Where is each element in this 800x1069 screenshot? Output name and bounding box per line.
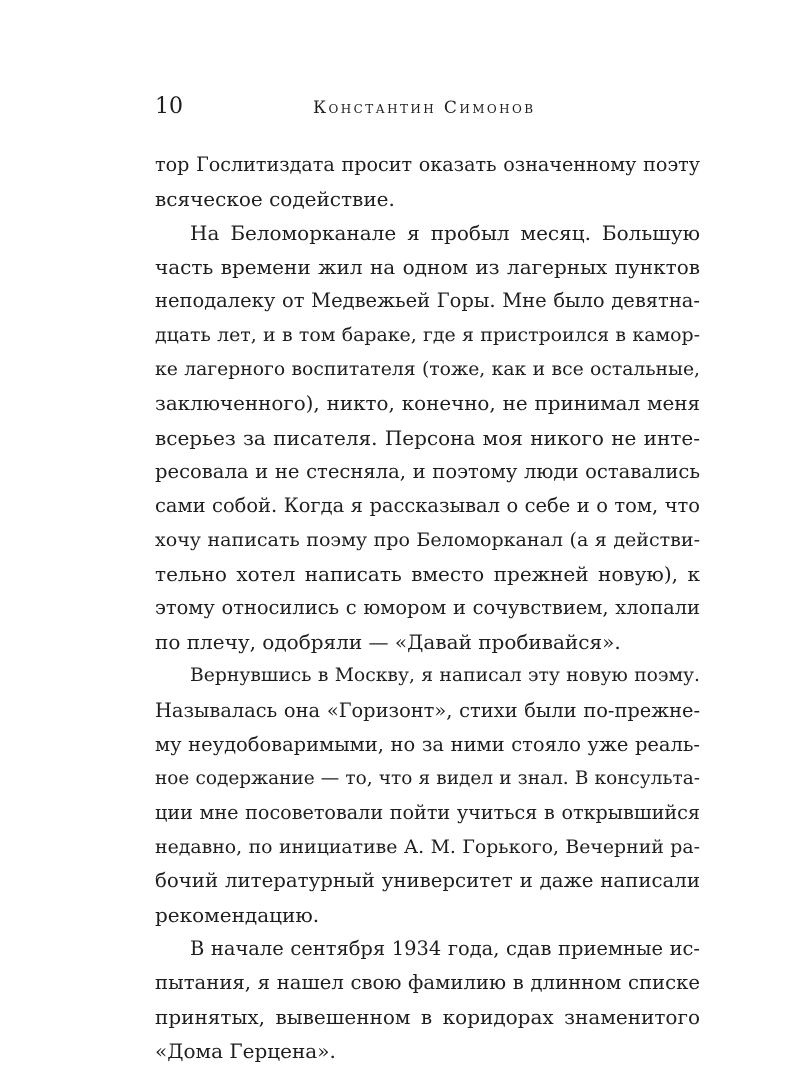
- text-line: В начале сентября 1934 года, сдав приемные ис-: [190, 937, 700, 961]
- text-line: му неудобоваримыми, но за ними стояло уже реаль-: [155, 732, 700, 756]
- text-line: тор Гослитиздата просит оказать означенному поэту: [155, 153, 700, 176]
- text-line: Называлась она «Горизонт», стихи были по-прежне-: [155, 698, 700, 722]
- text-line: ресовала и не стесняла, и поэтому люди оставались: [155, 459, 700, 483]
- text-line: пытания, я нашел свою фамилию в длинном списке: [155, 971, 700, 995]
- text-line: ке лагерного воспитателя (тоже, как и все остальные,: [155, 358, 700, 380]
- text-line: заключенного), никто, конечно, не принимал меня: [155, 391, 700, 415]
- text-line: ное содержание — то, что я видел и знал. В консульта-: [155, 767, 700, 789]
- text-line: Вернувшись в Москву, я написал эту новую поэму.: [190, 665, 700, 687]
- text-line: рекомендацию.: [155, 903, 320, 928]
- text-line: часть времени жил на одном из лагерных пунктов: [155, 255, 700, 280]
- text-line: хочу написать поэму про Беломорканал (а я действи-: [155, 529, 700, 552]
- text-line: всерьез за писателя. Персона моя никого не инте-: [155, 425, 700, 450]
- text-line: неподалеку от Медвежьей Горы. Мне было девятна-: [155, 289, 700, 313]
- text-line: недавно, по инициативе А. М. Горького, Вечерний ра-: [155, 835, 700, 858]
- text-line: по плечу, одобряли — «Давай пробивайся».: [155, 630, 621, 655]
- text-line: «Дома Герцена».: [155, 1039, 336, 1064]
- text-line: принятых, вывешенном в коридорах знаменитого: [155, 1005, 700, 1030]
- text-line: дцать лет, и в том бараке, где я пристроился в камор-: [155, 324, 700, 347]
- text-line: сами собой. Когда я рассказывал о себе и о том, что: [155, 493, 700, 517]
- text-line: этому относились с юмором и сочувствием, хлопали: [155, 596, 700, 620]
- text-line: всяческое содействие.: [155, 187, 395, 212]
- body-text: [155, 148, 700, 1069]
- text-line: бочий литературный университет и даже написали: [155, 868, 700, 892]
- text-line: ции мне посоветовали пойти учиться в открывшийся: [155, 800, 700, 824]
- text-line: тельно хотел написать вместо прежней новую), к: [155, 562, 700, 587]
- header-author-name: Константин Симонов: [313, 98, 536, 118]
- text-line: На Беломорканале я пробыл месяц. Большую: [190, 221, 700, 246]
- running-head: [155, 92, 700, 122]
- page-number: 10: [155, 94, 183, 119]
